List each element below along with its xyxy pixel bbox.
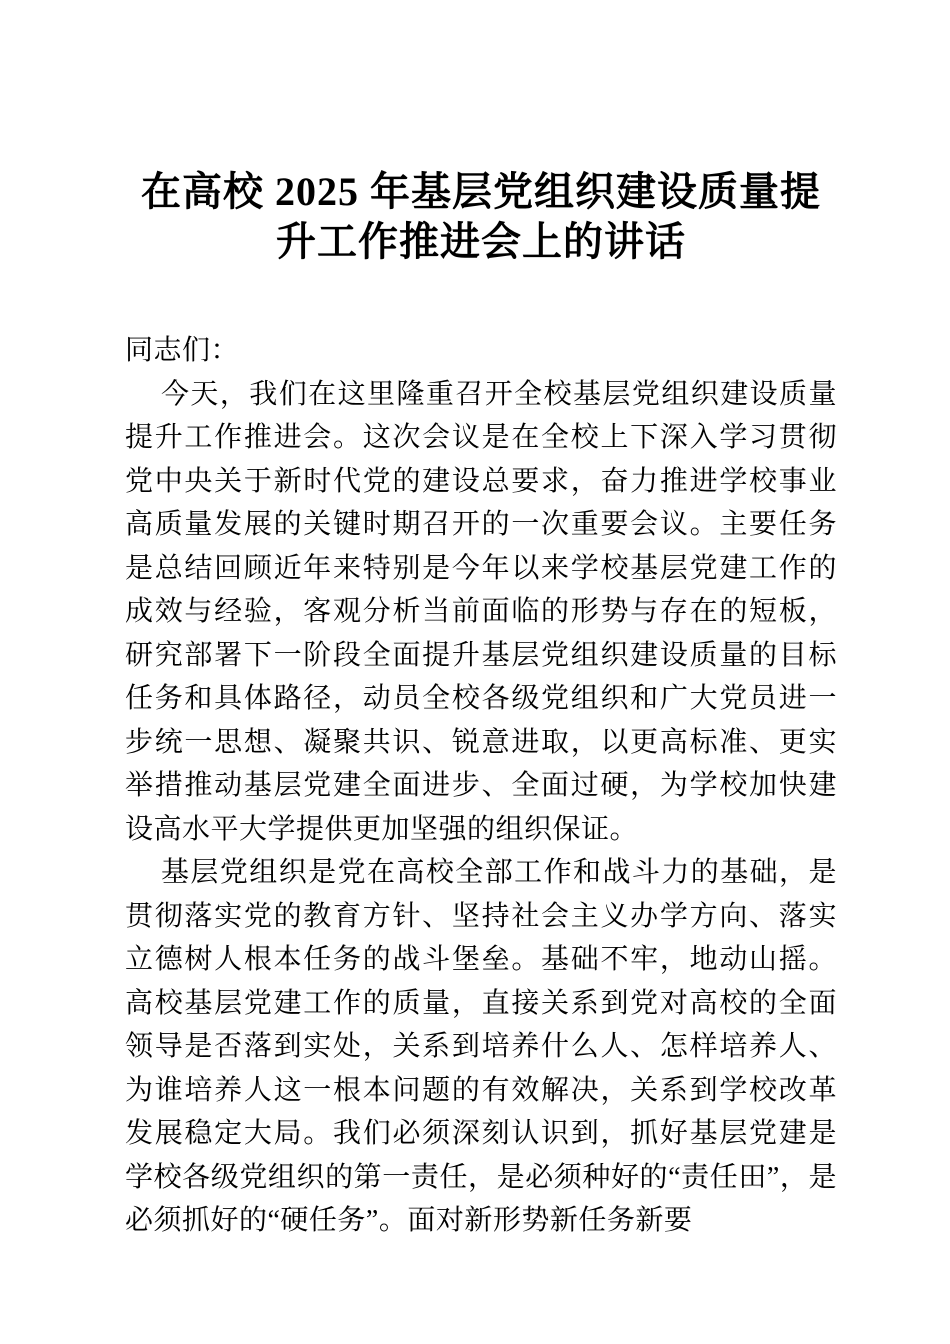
title-line-1: 在高校 2025 年基层党组织建设质量提 xyxy=(141,169,821,214)
document-title xyxy=(125,167,837,267)
salutation: 同志们： xyxy=(125,335,240,366)
title-line-2: 升工作推进会上的讲话 xyxy=(276,219,686,264)
document-body xyxy=(125,329,837,1243)
paragraph-1: 今天，我们在这里隆重召开全校基层党组织建设质量提升工作推进会。这次会议是在全校上下深入学习贯彻党中央关于新时代党的建设总要求，奋力推进学校事业高质量发展的关键时期召开的一次重要会议。主要任务是总结回顾近年来特别是今年以来学校基层党建工作的成效与经验，客观分析当前面临的形势与存在的短板，研究部署下一阶段全面提升基层党组织建设质量的目标任务和具体路径，动员全校各级党组织和广大党员进一步统一思想、凝聚共识、锐意进取，以更高标准、更实举措推动基层党建全面进步、全面过硬，为学校加快建设高水平大学提供更加坚强的组织保证。 xyxy=(125,378,837,845)
paragraph-2: 基层党组织是党在高校全部工作和战斗力的基础，是贯彻落实党的教育方针、坚持社会主义办学方向、落实立德树人根本任务的战斗堡垒。基础不牢，地动山摇。高校基层党建工作的质量，直接关系到党对高校的全面领导是否落到实处，关系到培养什么人、怎样培养人、为谁培养人这一根本问题的有效解决，关系到学校改革发展稳定大局。我们必须深刻认识到，抓好基层党建是学校各级党组织的第一责任，是必须种好的“责任田”，是必须抓好的“硬任务”。面对新形势新任务新要 xyxy=(125,857,837,1236)
